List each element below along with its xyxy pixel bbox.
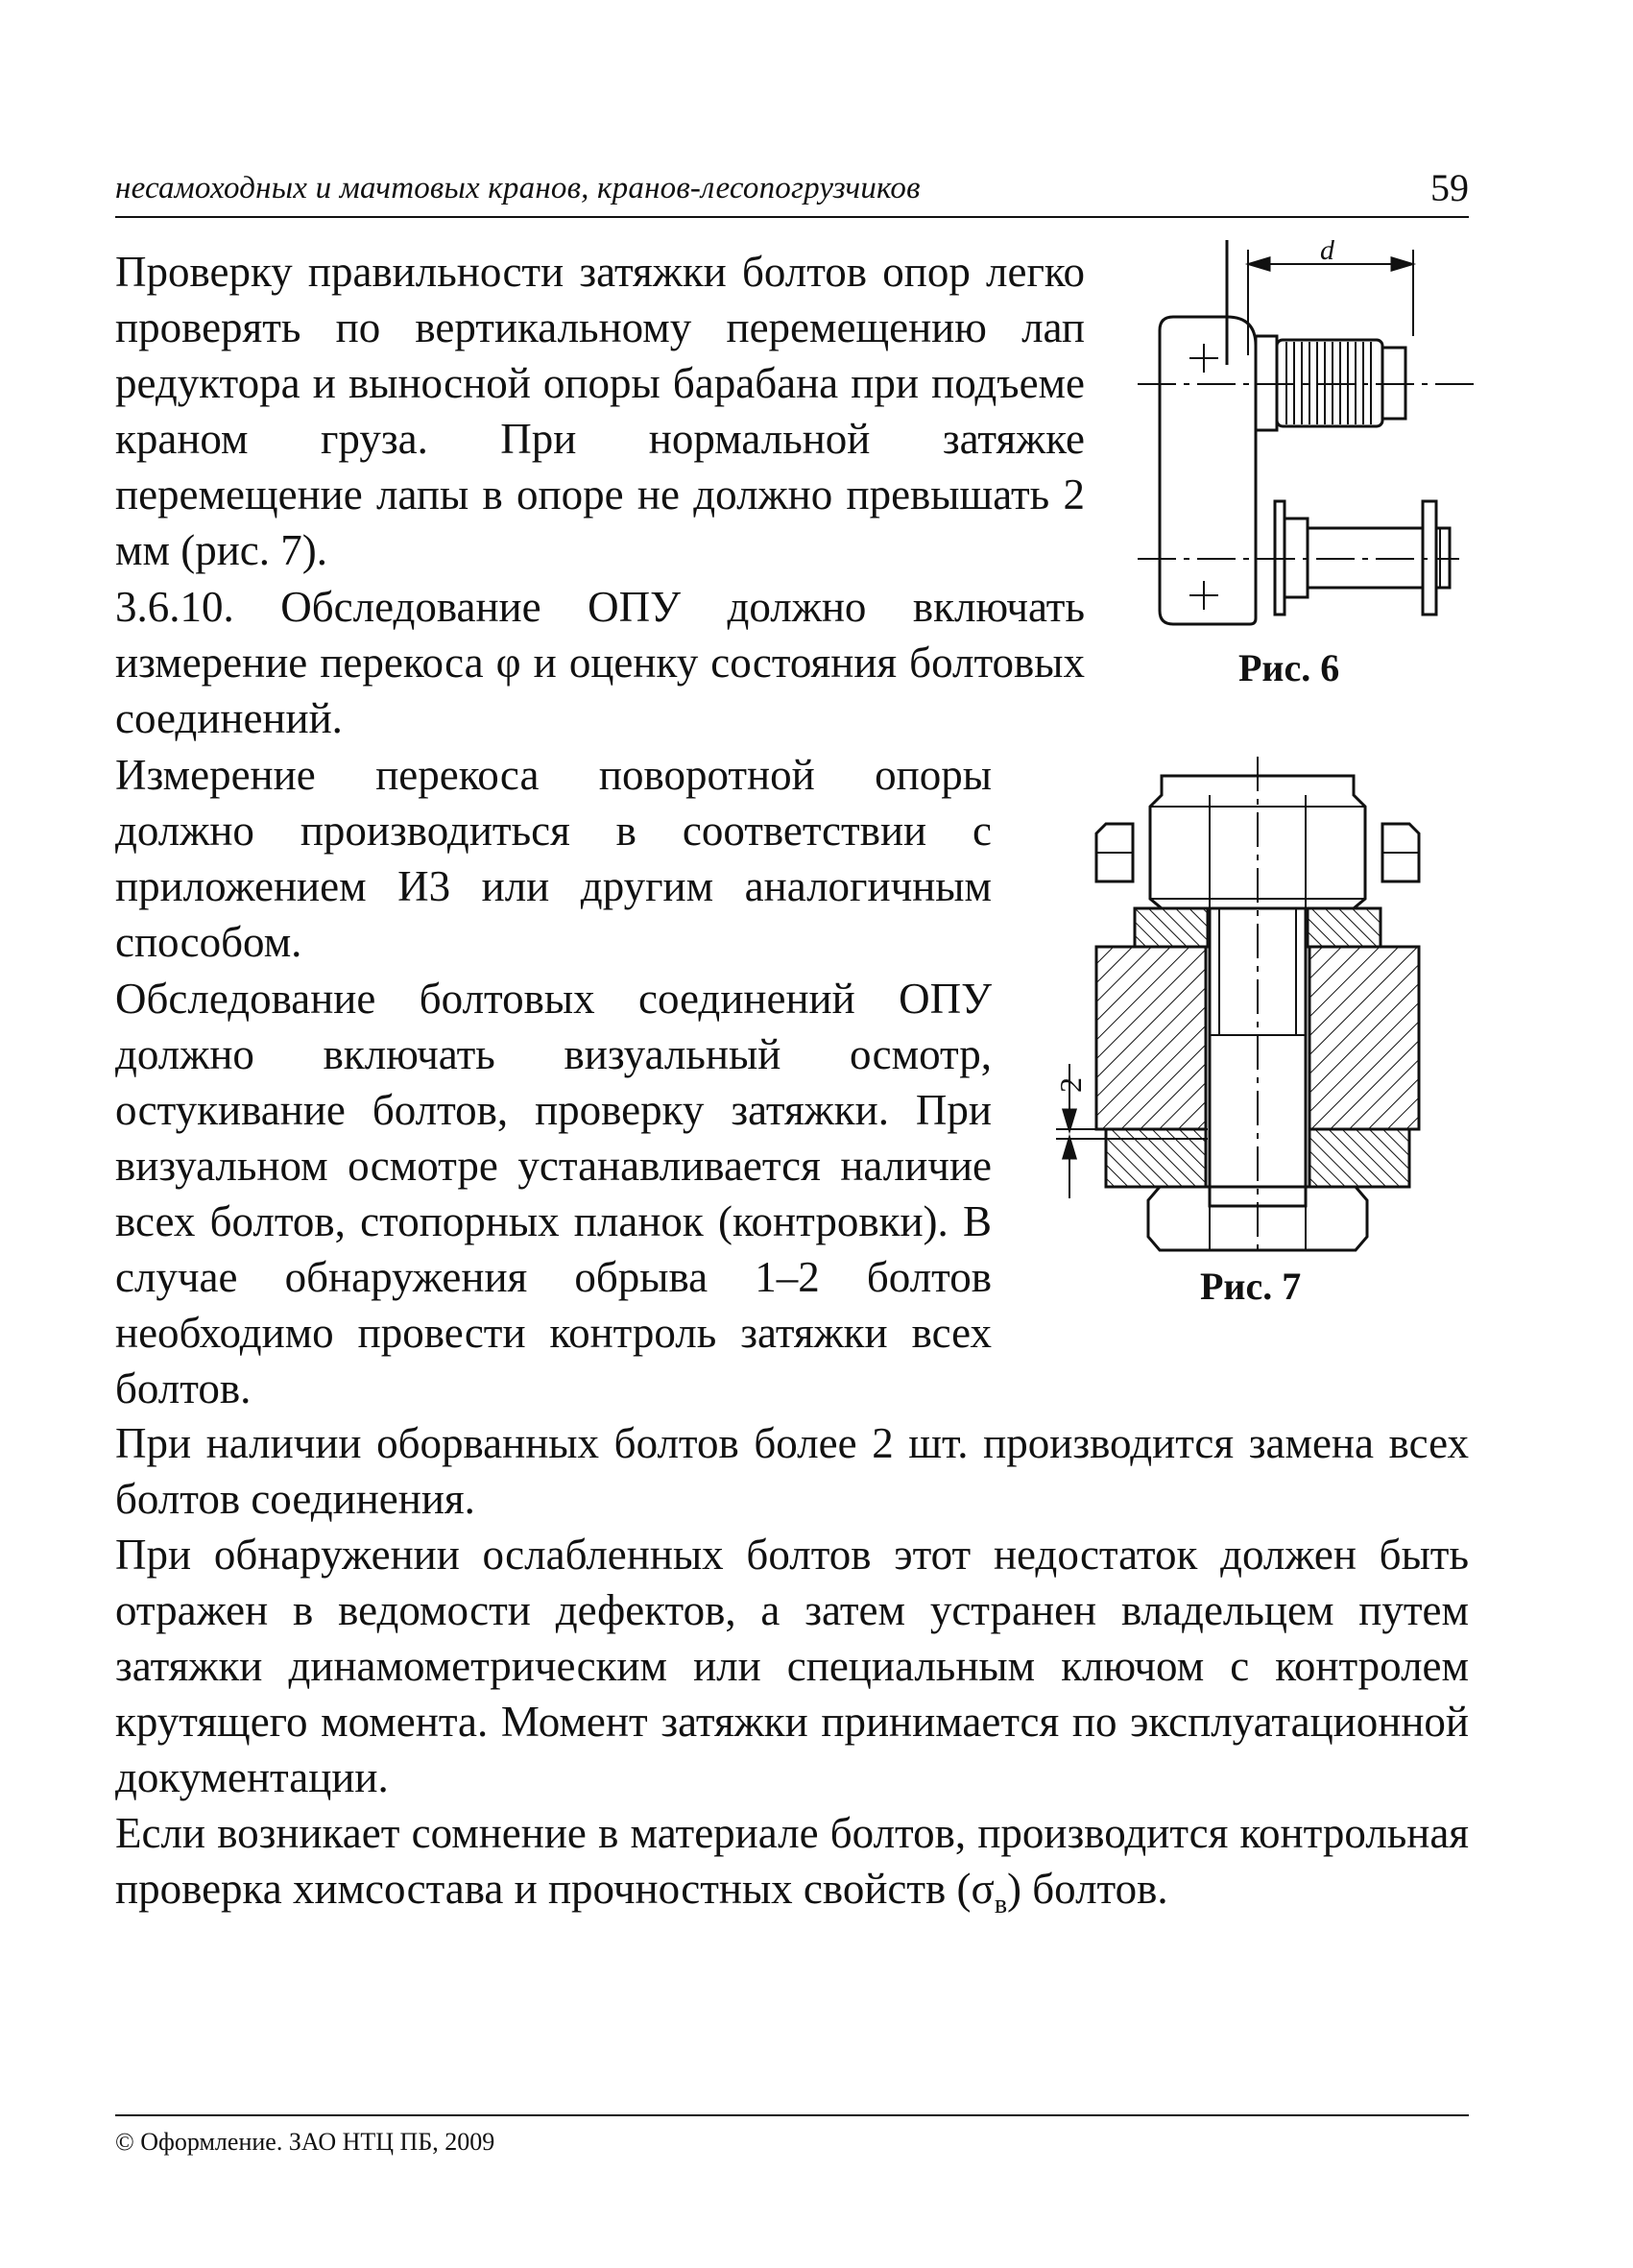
footer-divider (115, 2114, 1469, 2116)
bolt-material-text: Если возникает сомнение в материале болтов, производится контрольная проверка химсостава и прочностных свойств (σ (115, 1809, 1469, 1913)
paragraph-loose-bolts: При обнаружении ослабленных болтов этот недостаток должен быть отражен в ведомости дефектов, а затем устранен владельцем путем затяжки динамометрическим или специальным ключом с контролем крутящего момента. Момент затяжки принимается по эксплуатационной документации. (115, 1531, 1469, 1801)
page-number: 59 (1430, 166, 1469, 209)
paragraph-skew-measurement: Измерение перекоса поворотной опоры должно производиться в соответствии с приложением И3 или другим аналогичным способом. (115, 751, 992, 966)
figure-6-drawing (1133, 240, 1478, 643)
figure-7-drawing (1037, 757, 1459, 1256)
bolt-material-text-tail: ) болтов. (1007, 1865, 1168, 1913)
dimension-d-label: d (1320, 240, 1334, 266)
figure-7-caption: Рис. 7 (1200, 1265, 1302, 1308)
paragraph-broken-bolts: При наличии оборванных болтов более 2 шт. производится замена всех болтов соединения. (115, 1419, 1469, 1523)
sigma-subscript: в (994, 1890, 1008, 1919)
dimension-2-label: 2 (1053, 1077, 1088, 1093)
header-divider (115, 216, 1469, 218)
paragraph-section-3-6-10: 3.6.10. Обследование ОПУ должно включать измерение перекоса φ и оценку состояния болтовых соединений. (115, 583, 1085, 742)
footer-copyright: © Оформление. ЗАО НТЦ ПБ, 2009 (115, 2128, 495, 2156)
running-header-title: несамоходных и мачтовых кранов, кранов-лесопогрузчиков (115, 171, 921, 205)
paragraph-bolt-inspection: Обследование болтовых соединений ОПУ должно включать визуальный осмотр, остукивание болтов, проверку затяжки. При визуальном осмотре устанавливается наличие всех болтов, стопорных планок (контровки). В случае обнаружения обрыва 1–2 болтов необходимо провести контроль затяжки всех болтов. (115, 975, 992, 1412)
figure-6-caption: Рис. 6 (1238, 646, 1340, 689)
paragraph-bolt-material (115, 1805, 1469, 1933)
paragraph-bolt-tightening-check: Проверку правильности затяжки болтов опор легко проверять по вертикальному перемещению лап редуктора и выносной опоры барабана при подъеме краном груза. При нормальной затяжке перемещение лапы в опоре не должно превышать 2 мм (рис. 7). (115, 248, 1085, 574)
